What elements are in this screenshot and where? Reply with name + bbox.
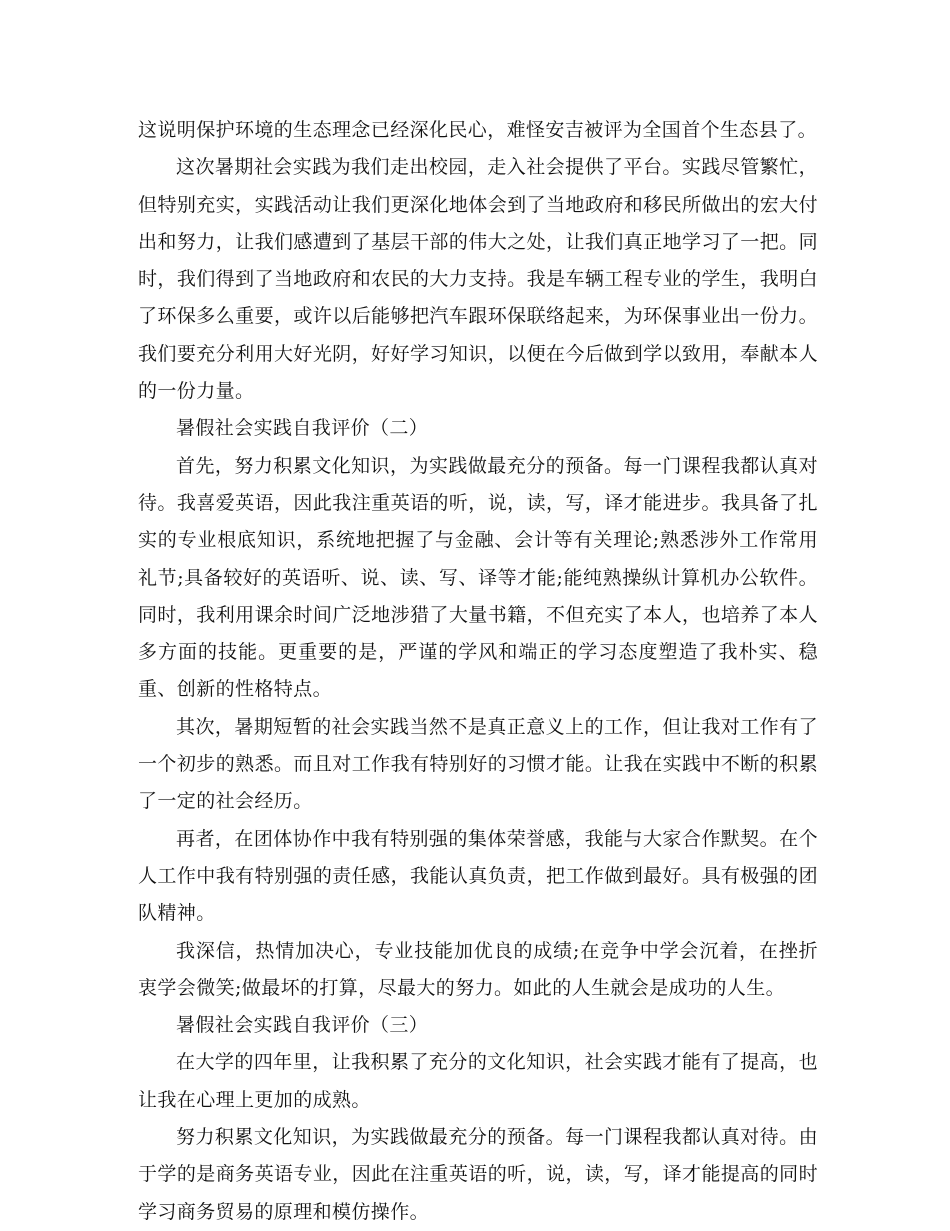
document-body	[138, 112, 818, 1231]
paragraph-2: 这次暑期社会实践为我们走出校园，走入社会提供了平台。实践尽管繁忙，但特别充实，实践活动让我们更深化地体会到了当地政府和移民所做出的宏大付出和努力，让我们感遭到了基层干部的伟大之处，让我们真正地学习了一把。同时，我们得到了当地政府和农民的大力支持。我是车辆工程专业的学生，我明白了环保多么重要，或许以后能够把汽车跟环保联络起来，为环保事业出一份力。我们要充分利用大好光阴，好好学习知识，以便在今后做到学以致用，奉献本人的一份力量。	[138, 156, 818, 403]
paragraph-8: 努力积累文化知识，为实践做最充分的预备。每一门课程我都认真对待。由于学的是商务英语专业，因此在注重英语的听，说，读，写，译才能提高的同时学习商务贸易的原理和模仿操作。	[138, 1126, 818, 1223]
paragraph-7: 在大学的四年里，让我积累了充分的文化知识，社会实践才能有了提高，也让我在心理上更加的成熟。	[138, 1051, 818, 1111]
section-heading-2: 暑假社会实践自我评价（二）	[176, 417, 429, 440]
paragraph-6: 我深信，热情加决心，专业技能加优良的成绩;在竞争中学会沉着，在挫折衷学会微笑;做最坏的打算，尽最大的努力。如此的人生就会是成功的人生。	[138, 939, 818, 999]
section-heading-3: 暑假社会实践自我评价（三）	[176, 1014, 429, 1037]
paragraph-1: 这说明保护环境的生态理念已经深化民心，难怪安吉被评为全国首个生态县了。	[138, 119, 818, 141]
paragraph-3: 首先，努力积累文化知识，为实践做最充分的预备。每一门课程我都认真对待。我喜爱英语，因此我注重英语的听，说，读，写，译才能进步。我具备了扎实的专业根底知识，系统地把握了与金融、会计等有关理论;熟悉涉外工作常用礼节;具备较好的英语听、说、读、写、译等才能;能纯熟操纵计算机办公软件。同时，我利用课余时间广泛地涉猎了大量书籍，不但充实了本人，也培养了本人多方面的技能。更重要的是，严谨的学风和端正的学习态度塑造了我朴实、稳重、创新的性格特点。	[138, 454, 818, 701]
paragraph-4: 其次，暑期短暂的社会实践当然不是真正意义上的工作，但让我对工作有了一个初步的熟悉。而且对工作我有特别好的习惯才能。让我在实践中不断的积累了一定的社会经历。	[138, 715, 818, 813]
paragraph-5: 再者，在团体协作中我有特别强的集体荣誉感，我能与大家合作默契。在个人工作中我有特别强的责任感，我能认真负责，把工作做到最好。具有极强的团队精神。	[138, 827, 818, 925]
